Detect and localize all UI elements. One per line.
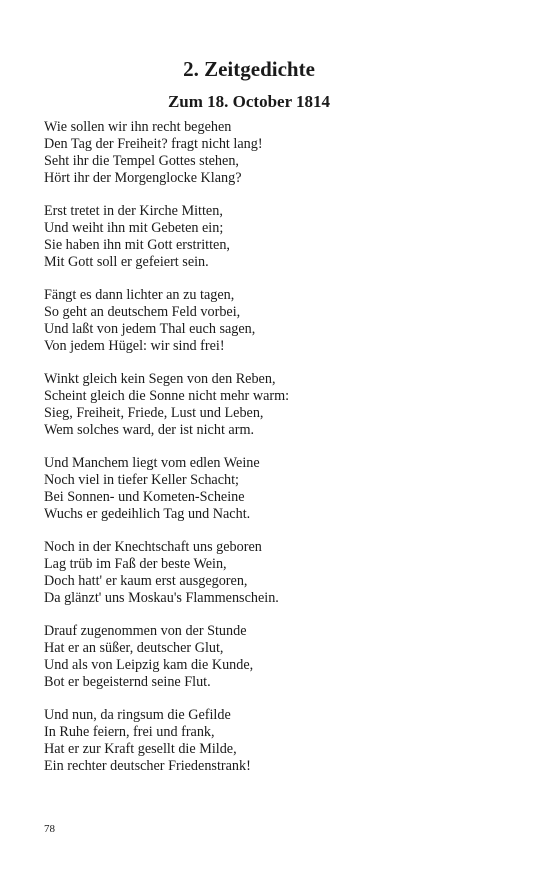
stanza-1 (44, 119, 514, 187)
poem-line: Und weiht ihn mit Gebeten ein; (44, 220, 224, 236)
stanza-5 (44, 455, 514, 523)
poem-line: Lag trüb im Faß der beste Wein, (44, 556, 227, 572)
poem-line: So geht an deutschem Feld vorbei, (44, 304, 241, 320)
poem-body (44, 119, 514, 791)
poem-line: Wem solches ward, der ist nicht arm. (44, 422, 255, 438)
poem-line: Fängt es dann lichter an zu tagen, (44, 287, 235, 303)
poem-line: Wuchs er gedeihlich Tag und Nacht. (44, 506, 251, 522)
poem-line: Sieg, Freiheit, Friede, Lust und Leben, (44, 405, 264, 421)
poem-line: Winkt gleich kein Segen von den Reben, (44, 371, 276, 387)
chapter-title: 2. Zeitgedichte (183, 57, 315, 81)
poem-line: Hört ihr der Morgenglocke Klang? (44, 170, 242, 186)
poem-line: Und als von Leipzig kam die Kunde, (44, 657, 254, 673)
poem-line: Sie haben ihn mit Gott erstritten, (44, 237, 230, 253)
poem-line: Mit Gott soll er gefeiert sein. (44, 254, 209, 270)
page-number: 78 (44, 823, 55, 835)
stanza-4 (44, 371, 514, 439)
poem-line: Von jedem Hügel: wir sind frei! (44, 338, 225, 354)
poem-line: Und Manchem liegt vom edlen Weine (44, 455, 260, 471)
poem-line: Scheint gleich die Sonne nicht mehr warm: (44, 388, 290, 404)
poem-line: Hat er zur Kraft gesellt die Milde, (44, 741, 237, 757)
poem-line: Bei Sonnen- und Kometen-Scheine (44, 489, 245, 505)
poem-line: Seht ihr die Tempel Gottes stehen, (44, 153, 239, 169)
poem-line: Ein rechter deutscher Friedenstrank! (44, 758, 251, 774)
poem-line: In Ruhe feiern, frei und frank, (44, 724, 215, 740)
stanza-7 (44, 623, 514, 691)
poem-line: Doch hatt' er kaum erst ausgegoren, (44, 573, 248, 589)
poem-line: Wie sollen wir ihn recht begehen (44, 119, 232, 135)
poem-line: Hat er an süßer, deutscher Glut, (44, 640, 224, 656)
poem-line: Noch in der Knechtschaft uns geboren (44, 539, 262, 555)
poem-line: Drauf zugenommen von der Stunde (44, 623, 247, 639)
stanza-3 (44, 287, 514, 355)
poem-line: Erst tretet in der Kirche Mitten, (44, 203, 223, 219)
poem-line: Und laßt von jedem Thal euch sagen, (44, 321, 256, 337)
stanza-8 (44, 707, 514, 775)
stanza-2 (44, 203, 514, 271)
stanza-6 (44, 539, 514, 607)
poem-line: Und nun, da ringsum die Gefilde (44, 707, 231, 723)
poem-line: Bot er begeisternd seine Flut. (44, 674, 211, 690)
poem-line: Noch viel in tiefer Keller Schacht; (44, 472, 240, 488)
poem-line: Den Tag der Freiheit? fragt nicht lang! (44, 136, 263, 152)
poem-title: Zum 18. October 1814 (167, 92, 331, 111)
poem-line: Da glänzt' uns Moskau's Flammenschein. (44, 590, 279, 606)
